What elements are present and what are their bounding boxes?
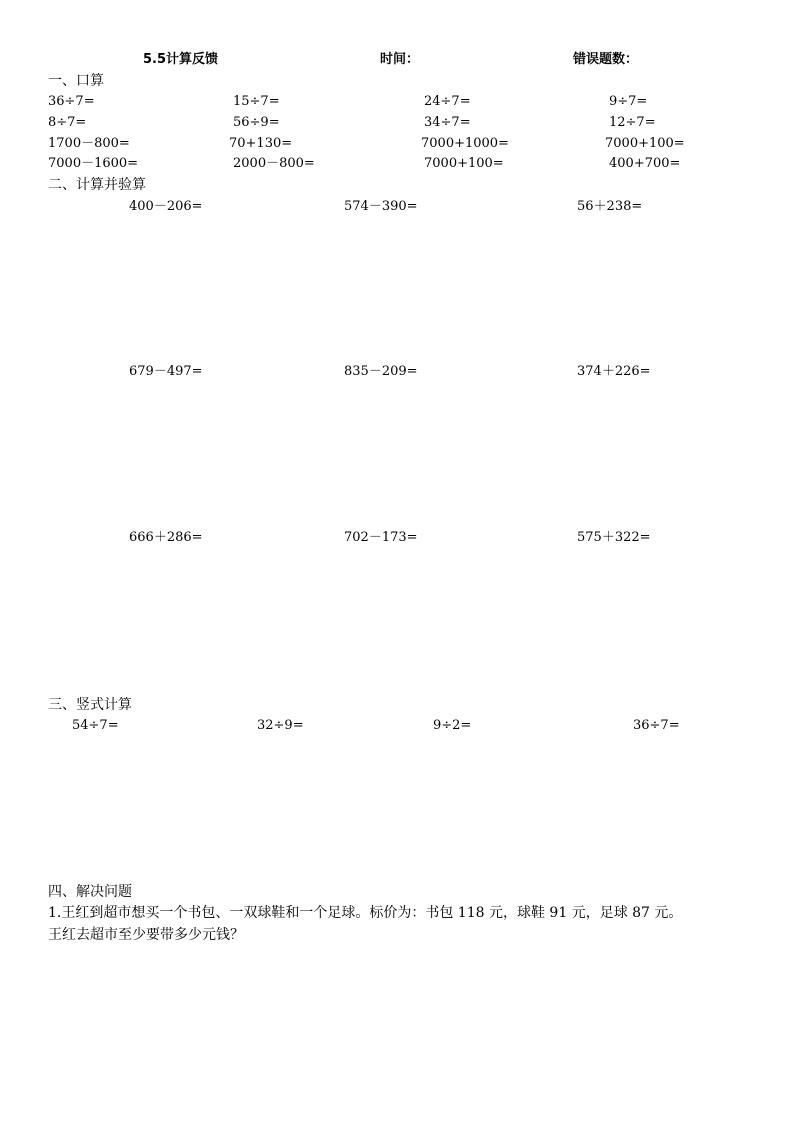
vertical-question: 9÷2= — [433, 718, 472, 733]
oral-question: 24÷7= — [424, 94, 471, 109]
oral-question: 7000+1000= — [421, 136, 509, 151]
error-count-label: 错误题数： — [573, 52, 639, 67]
check-question: 702－173= — [344, 530, 418, 545]
check-question: 575＋322= — [577, 530, 651, 545]
oral-question: 12÷7= — [609, 115, 656, 130]
oral-question: 36÷7= — [48, 94, 95, 109]
time-label: 时间： — [380, 52, 420, 67]
section-oral-heading: 一、口算 — [48, 73, 104, 89]
section-vertical-heading: 三、竖式计算 — [48, 697, 132, 713]
problem-text-line-1: 1.王红到超市想买一个书包、一双球鞋和一个足球。标价为：书包 118 元，球鞋 91 元，足球 87 元。 — [48, 905, 683, 921]
section-problem-heading: 四、解决问题 — [48, 884, 132, 900]
oral-question: 15÷7= — [233, 94, 280, 109]
oral-question: 7000－1600= — [48, 156, 139, 171]
oral-question: 2000－800= — [233, 156, 315, 171]
check-question: 574－390= — [344, 199, 418, 214]
vertical-question: 36÷7= — [633, 718, 680, 733]
oral-question: 400+700= — [609, 156, 681, 171]
check-question: 679－497= — [129, 364, 203, 379]
section-check-heading: 二、计算并验算 — [48, 177, 146, 193]
check-question: 835－209= — [344, 364, 418, 379]
oral-question: 1700－800= — [48, 136, 130, 151]
check-question: 400－206= — [129, 199, 203, 214]
oral-question: 34÷7= — [424, 115, 471, 130]
vertical-question: 32÷9= — [257, 718, 304, 733]
vertical-question: 54÷7= — [72, 718, 119, 733]
oral-question: 7000+100= — [424, 156, 504, 171]
worksheet-title: 5.5计算反馈 — [143, 52, 219, 67]
oral-question: 8÷7= — [48, 115, 87, 130]
problem-text-line-2: 王红去超市至少要带多少元钱？ — [48, 927, 244, 943]
check-question: 56＋238= — [577, 199, 643, 214]
check-question: 666＋286= — [129, 530, 203, 545]
oral-question: 9÷7= — [609, 94, 648, 109]
check-question: 374＋226= — [577, 364, 651, 379]
oral-question: 70+130= — [229, 136, 293, 151]
oral-question: 56÷9= — [233, 115, 280, 130]
oral-question: 7000+100= — [605, 136, 685, 151]
